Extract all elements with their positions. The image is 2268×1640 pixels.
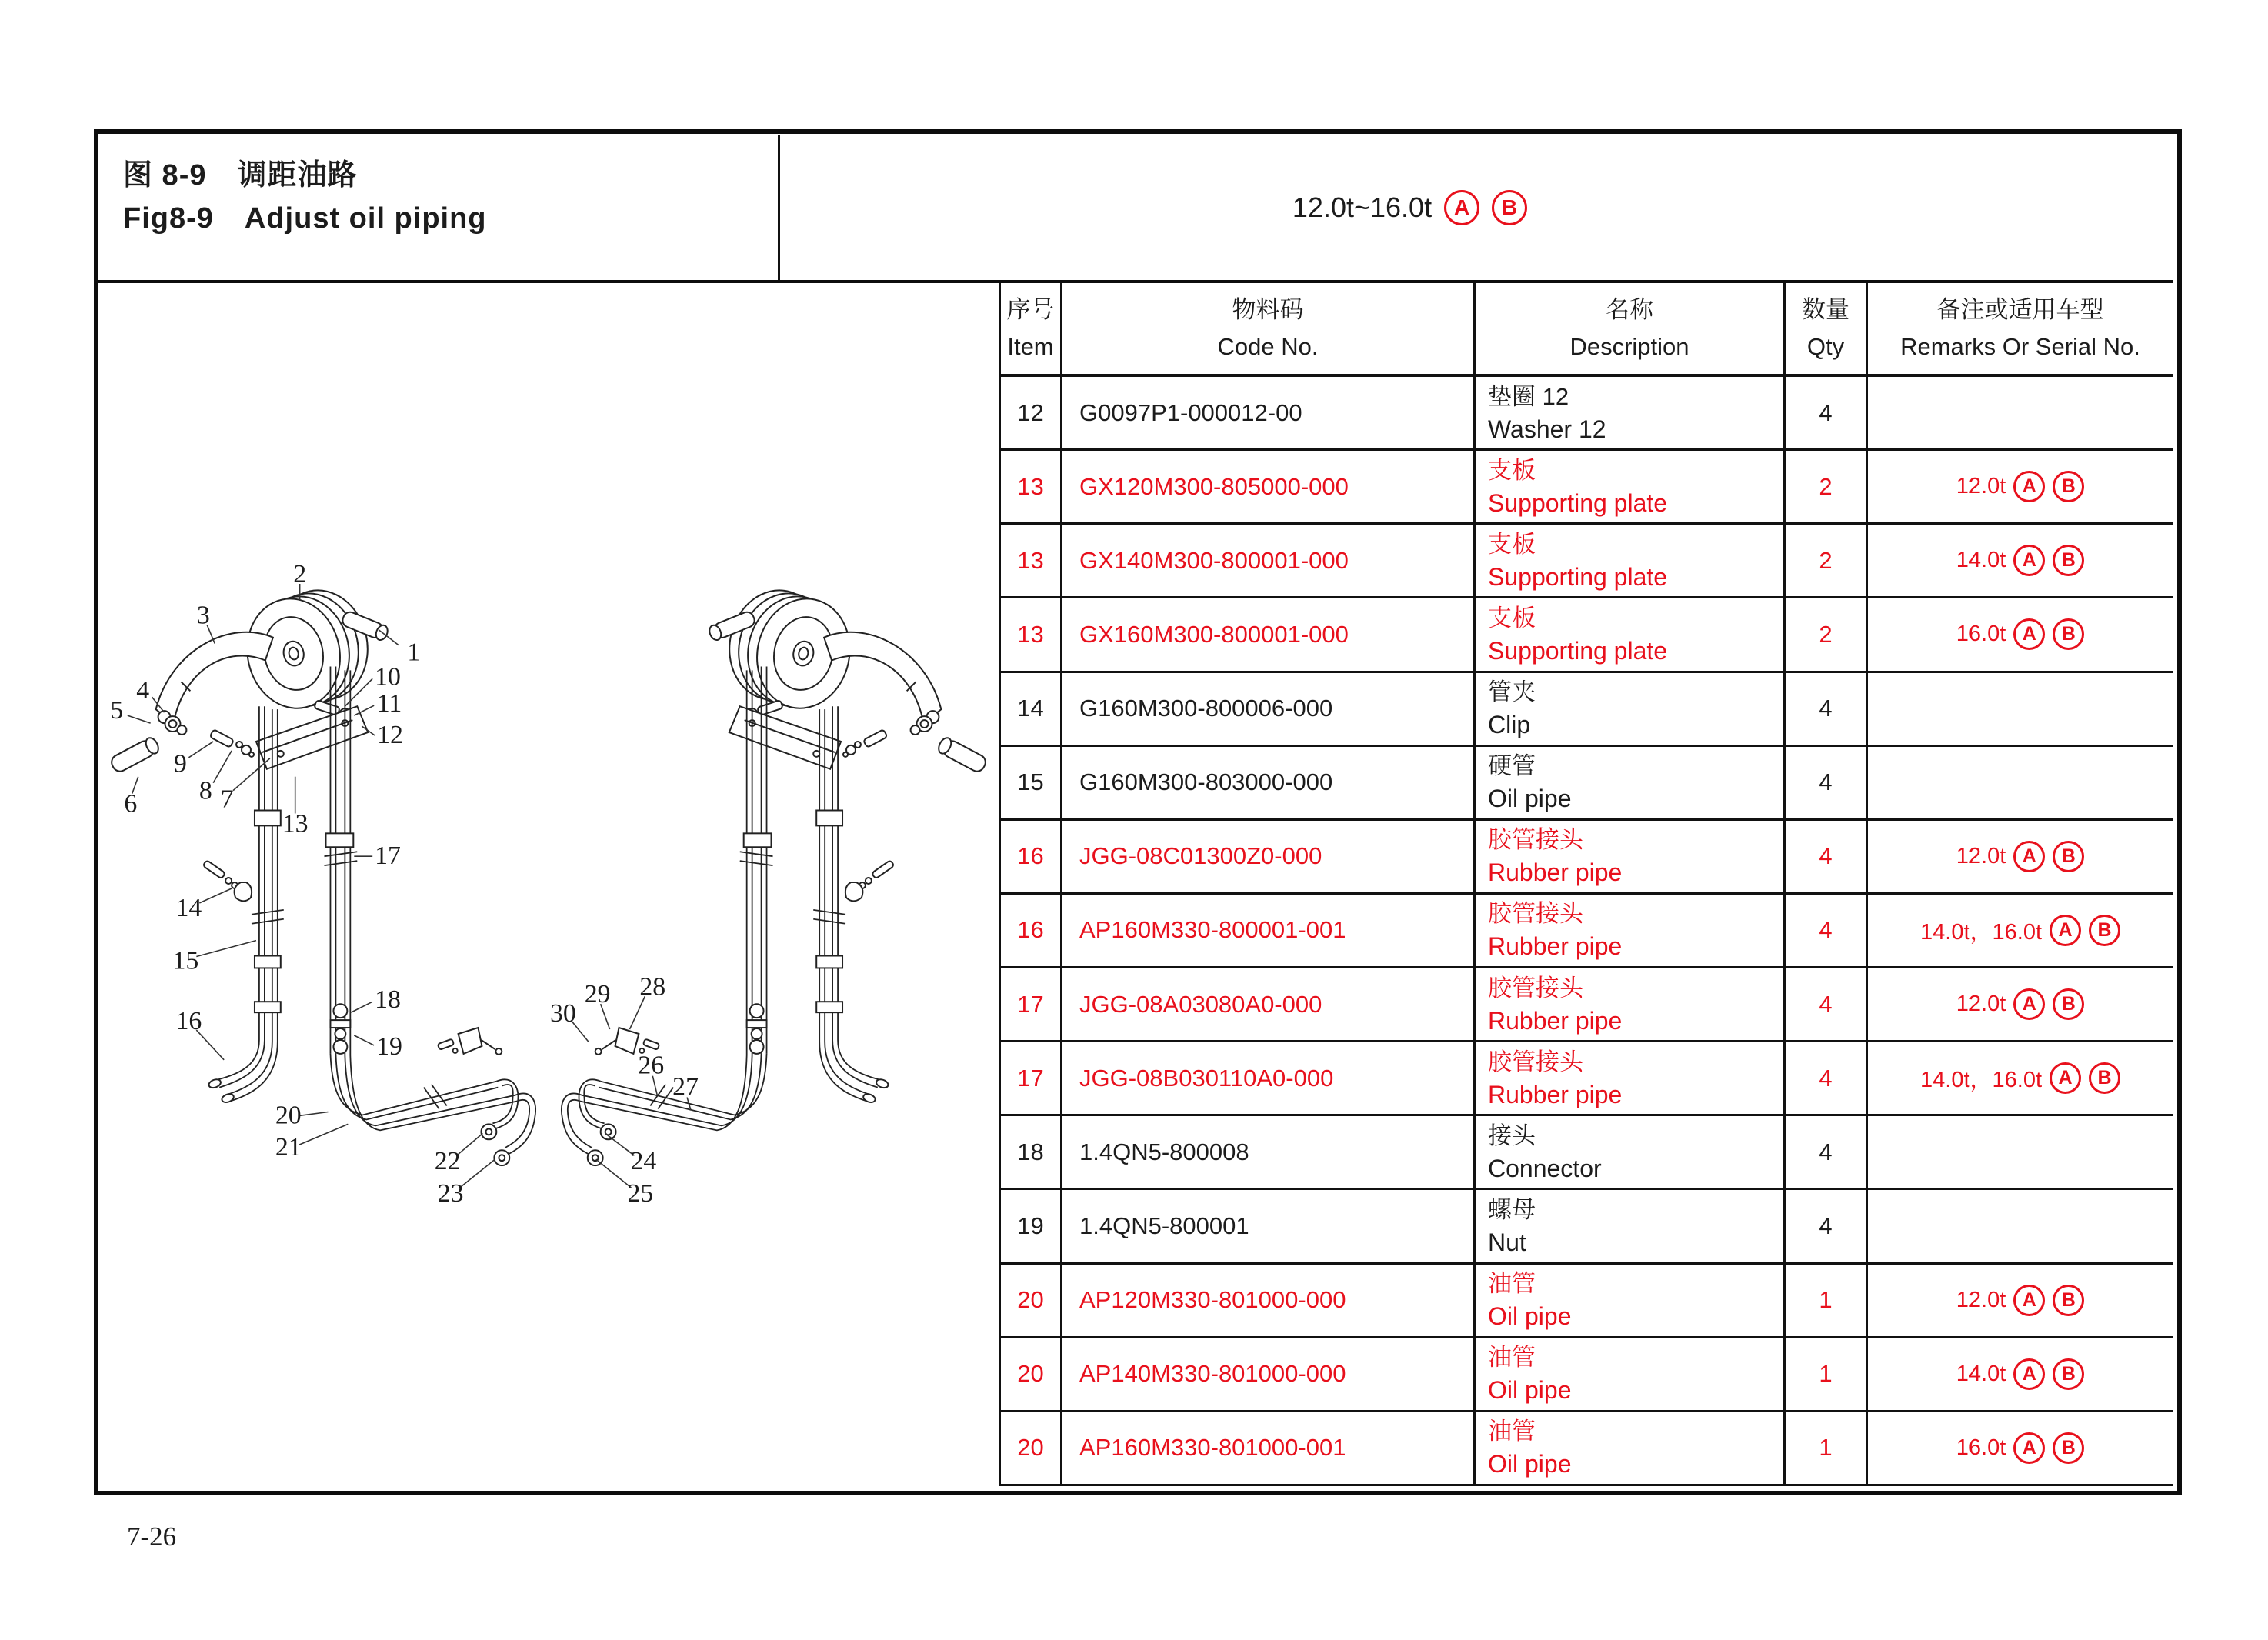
row-qty: 4 [1786,1116,1868,1190]
callout-number-15: 15 [172,946,199,975]
serial-badge-a: A [2013,841,2045,872]
row-code-number: JGG-08A03080A0-000 [1062,968,1476,1042]
row-description-en: Rubber pipe [1488,1080,1623,1108]
row-remark-text: 14.0t [1956,1361,2006,1386]
row-qty: 1 [1786,1412,1868,1486]
row-description [1476,1265,1786,1338]
col-header-description-en: Description [1569,333,1689,360]
row-item-number: 20 [1001,1412,1062,1486]
serial-badge-a: A [2013,618,2045,650]
callout-number-1: 1 [407,638,421,667]
row-remark [1868,1116,2173,1190]
callout-leader-28 [629,996,645,1029]
row-remark [1868,895,2173,968]
row-item-number: 20 [1001,1265,1062,1338]
row-description-cn: 胶管接头 [1488,974,1583,1002]
row-description-cn: 螺母 [1488,1196,1536,1224]
col-header-qty-cn: 数量 [1802,296,1849,323]
row-item-number: 13 [1001,525,1062,598]
col-header-item [1001,283,1062,377]
callout-number-27: 27 [672,1072,699,1102]
col-header-qty-en: Qty [1806,333,1845,360]
col-header-description [1476,283,1786,377]
col-header-remarks-cn: 备注或适用车型 [1936,296,2104,323]
callout-number-17: 17 [375,842,401,871]
row-description-en: Oil pipe [1488,1302,1572,1331]
row-description-cn: 硬管 [1488,752,1536,780]
serial-badge-a: A [1444,190,1479,225]
row-description [1476,1412,1786,1486]
callout-number-8: 8 [198,776,212,805]
row-remark [1868,747,2173,821]
callout-number-18: 18 [375,985,401,1015]
callout-number-5: 5 [110,696,124,725]
figure-number-cn: 图 8-9 [123,159,207,192]
row-remark [1868,673,2173,747]
row-description-en: Nut [1488,1228,1526,1257]
row-code-number: G0097P1-000012-00 [1062,377,1476,451]
row-remark [1868,1338,2173,1412]
row-code-number: AP160M330-800001-001 [1062,895,1476,968]
callout-number-26: 26 [638,1051,665,1080]
callout-number-9: 9 [174,749,187,778]
row-qty: 4 [1786,1190,1868,1264]
callout-leader-23 [460,1159,495,1188]
callout-number-14: 14 [175,893,202,922]
row-code-number: JGG-08C01300Z0-000 [1062,821,1476,895]
row-description-cn: 胶管接头 [1488,1048,1583,1075]
serial-badge-b: B [2053,1432,2084,1464]
row-qty: 2 [1786,525,1868,598]
row-qty: 4 [1786,821,1868,895]
row-description [1476,525,1786,598]
page-number: 7-26 [127,1522,177,1552]
row-description-cn: 胶管接头 [1488,826,1583,854]
row-description-en: Washer 12 [1488,415,1606,443]
parts-table [999,283,2173,1486]
row-remark-text: 12.0t [1956,843,2006,868]
callout-number-20: 20 [275,1101,302,1130]
row-description-cn: 油管 [1488,1344,1536,1372]
callout-leader-22 [457,1133,483,1155]
callout-number-22: 22 [434,1147,461,1176]
col-header-remarks [1868,283,2173,377]
row-item-number: 20 [1001,1338,1062,1412]
row-qty: 4 [1786,747,1868,821]
row-remark [1868,451,2173,525]
row-description-en: Oil pipe [1488,1376,1572,1405]
row-remark-text: 16.0t [1956,622,2006,647]
col-header-code [1062,283,1476,377]
row-item-number: 13 [1001,451,1062,525]
col-header-description-cn: 名称 [1606,296,1653,323]
row-item-number: 14 [1001,673,1062,747]
row-description-en: Rubber pipe [1488,932,1623,961]
row-remark [1868,1190,2173,1264]
serial-badge-b: B [2089,1062,2120,1094]
row-qty: 4 [1786,377,1868,451]
row-code-number: AP120M330-801000-000 [1062,1265,1476,1338]
row-description-en: Rubber pipe [1488,858,1623,887]
callout-leader-18 [351,1002,372,1012]
row-qty: 1 [1786,1265,1868,1338]
row-remark-text: 14.0t，16.0t [1920,1068,2042,1093]
callout-leader-25 [596,1159,632,1188]
row-remark-text: 12.0t [1956,474,2006,499]
row-description [1476,895,1786,968]
row-description-cn: 管夹 [1488,678,1536,706]
callout-number-3: 3 [196,601,210,630]
row-qty: 4 [1786,895,1868,968]
row-remark [1868,525,2173,598]
row-item-number: 18 [1001,1116,1062,1190]
row-item-number: 17 [1001,1042,1062,1116]
callout-number-4: 4 [136,676,150,705]
row-description [1476,1190,1786,1264]
callout-leader-9 [188,742,213,758]
row-remark-text: 12.0t [1956,992,2006,1017]
row-description [1476,1042,1786,1116]
callout-leader-15 [196,941,256,957]
row-description-en: Connector [1488,1154,1602,1182]
callout-number-29: 29 [584,980,611,1009]
serial-badge-a: A [2050,915,2081,946]
row-item-number: 16 [1001,895,1062,968]
row-item-number: 16 [1001,821,1062,895]
col-header-item-en: Item [1007,333,1054,360]
serial-badge-a: A [2013,1432,2045,1464]
row-description [1476,451,1786,525]
callout-leader-19 [354,1035,374,1045]
row-item-number: 13 [1001,598,1062,672]
callout-number-11: 11 [376,689,402,718]
row-code-number: 1.4QN5-800008 [1062,1116,1476,1190]
row-qty: 1 [1786,1338,1868,1412]
tonnage-header [778,135,2173,280]
serial-badge-a: A [2013,988,2045,1020]
figure-title-en [123,202,487,235]
row-qty: 4 [1786,1042,1868,1116]
callout-number-28: 28 [639,972,666,1002]
row-remark [1868,1042,2173,1116]
row-code-number: GX140M300-800001-000 [1062,525,1476,598]
callout-leader-14 [199,888,232,903]
callout-number-19: 19 [376,1032,402,1061]
row-remark-text: 16.0t [1956,1435,2006,1460]
serial-badge-a: A [2013,1358,2045,1390]
row-remark [1868,821,2173,895]
row-code-number: AP140M330-801000-000 [1062,1338,1476,1412]
row-remark [1868,598,2173,672]
tonnage-range: 12.0t~16.0t [1292,192,1433,223]
row-description-en: Oil pipe [1488,1450,1572,1478]
serial-badge-b: B [2053,1358,2084,1390]
row-description-en: Clip [1488,711,1531,739]
serial-badge-a: A [2050,1062,2081,1094]
serial-badge-b: B [2053,618,2084,650]
callout-number-23: 23 [437,1178,464,1208]
serial-badge-b: B [2089,915,2120,946]
figure-title-cn [123,151,487,193]
row-description-en: Supporting plate [1488,636,1668,665]
serial-badge-b: B [2053,841,2084,872]
serial-badge-a: A [2013,545,2045,576]
row-remark-text: 14.0t [1956,548,2006,573]
row-description-en: Oil pipe [1488,785,1572,813]
figure-name-en: Adjust oil piping [244,202,487,235]
row-description [1476,968,1786,1042]
row-remark [1868,377,2173,451]
row-code-number: JGG-08B030110A0-000 [1062,1042,1476,1116]
row-code-number: AP160M330-801000-001 [1062,1412,1476,1486]
callout-number-30: 30 [549,999,576,1028]
row-description [1476,1116,1786,1190]
row-remark [1868,1412,2173,1486]
row-remark-text: 14.0t，16.0t [1920,919,2042,945]
callout-number-6: 6 [124,789,138,818]
row-description-cn: 支板 [1488,530,1536,558]
row-description-en: Rubber pipe [1488,1006,1623,1035]
row-code-number: GX120M300-805000-000 [1062,451,1476,525]
callout-leader-20 [299,1112,329,1115]
serial-badge-a: A [2013,471,2045,502]
callout-number-24: 24 [630,1147,657,1176]
serial-badge-b: B [2053,1285,2084,1316]
row-qty: 4 [1786,673,1868,747]
callout-number-25: 25 [627,1178,654,1208]
callout-number-12: 12 [377,720,403,749]
row-remark [1868,968,2173,1042]
row-qty: 4 [1786,968,1868,1042]
col-header-code-cn: 物料码 [1232,296,1304,323]
row-description-cn: 油管 [1488,1418,1536,1445]
row-code-number: G160M300-800006-000 [1062,673,1476,747]
row-remark-text: 12.0t [1956,1287,2006,1312]
callout-number-16: 16 [175,1007,202,1036]
row-description [1476,1338,1786,1412]
row-description-cn: 支板 [1488,456,1536,484]
row-description-en: Supporting plate [1488,488,1668,517]
row-description-cn: 垫圈 12 [1488,382,1569,410]
row-description [1476,598,1786,672]
row-description [1476,377,1786,451]
callout-number-10: 10 [375,662,401,692]
row-description-cn: 油管 [1488,1270,1536,1298]
callout-leader-21 [299,1124,349,1145]
row-item-number: 17 [1001,968,1062,1042]
row-item-number: 19 [1001,1190,1062,1264]
col-header-remarks-en: Remarks Or Serial No. [1900,333,2140,360]
callout-number-7: 7 [220,785,234,814]
serial-badge-a: A [2013,1285,2045,1316]
serial-badge-b: B [2053,545,2084,576]
row-description-cn: 接头 [1488,1122,1536,1149]
figure-name-cn: 调距油路 [237,159,358,192]
row-qty: 2 [1786,598,1868,672]
callout-number-2: 2 [293,560,307,589]
callout-leader-5 [128,715,151,723]
exploded-view-diagram [98,283,999,1490]
title-block [123,151,487,235]
figure-number-en: Fig8-9 [123,202,214,235]
row-description-en: Supporting plate [1488,562,1668,591]
col-header-code-en: Code No. [1217,333,1319,360]
row-description [1476,673,1786,747]
row-item-number: 12 [1001,377,1062,451]
row-qty: 2 [1786,451,1868,525]
col-header-qty [1786,283,1868,377]
row-code-number: G160M300-803000-000 [1062,747,1476,821]
row-item-number: 15 [1001,747,1062,821]
row-code-number: 1.4QN5-800001 [1062,1190,1476,1264]
row-remark [1868,1265,2173,1338]
row-description-cn: 支板 [1488,604,1536,632]
callout-leader-8 [213,751,232,783]
serial-badge-b: B [2053,471,2084,502]
col-header-item-cn: 序号 [1006,296,1055,323]
serial-badge-b: B [2053,988,2084,1020]
row-description-cn: 胶管接头 [1488,900,1583,928]
row-description [1476,747,1786,821]
callout-number-21: 21 [275,1133,302,1162]
row-code-number: GX160M300-800001-000 [1062,598,1476,672]
callout-number-13: 13 [282,809,309,838]
row-description [1476,821,1786,895]
serial-badge-b: B [1492,190,1527,225]
